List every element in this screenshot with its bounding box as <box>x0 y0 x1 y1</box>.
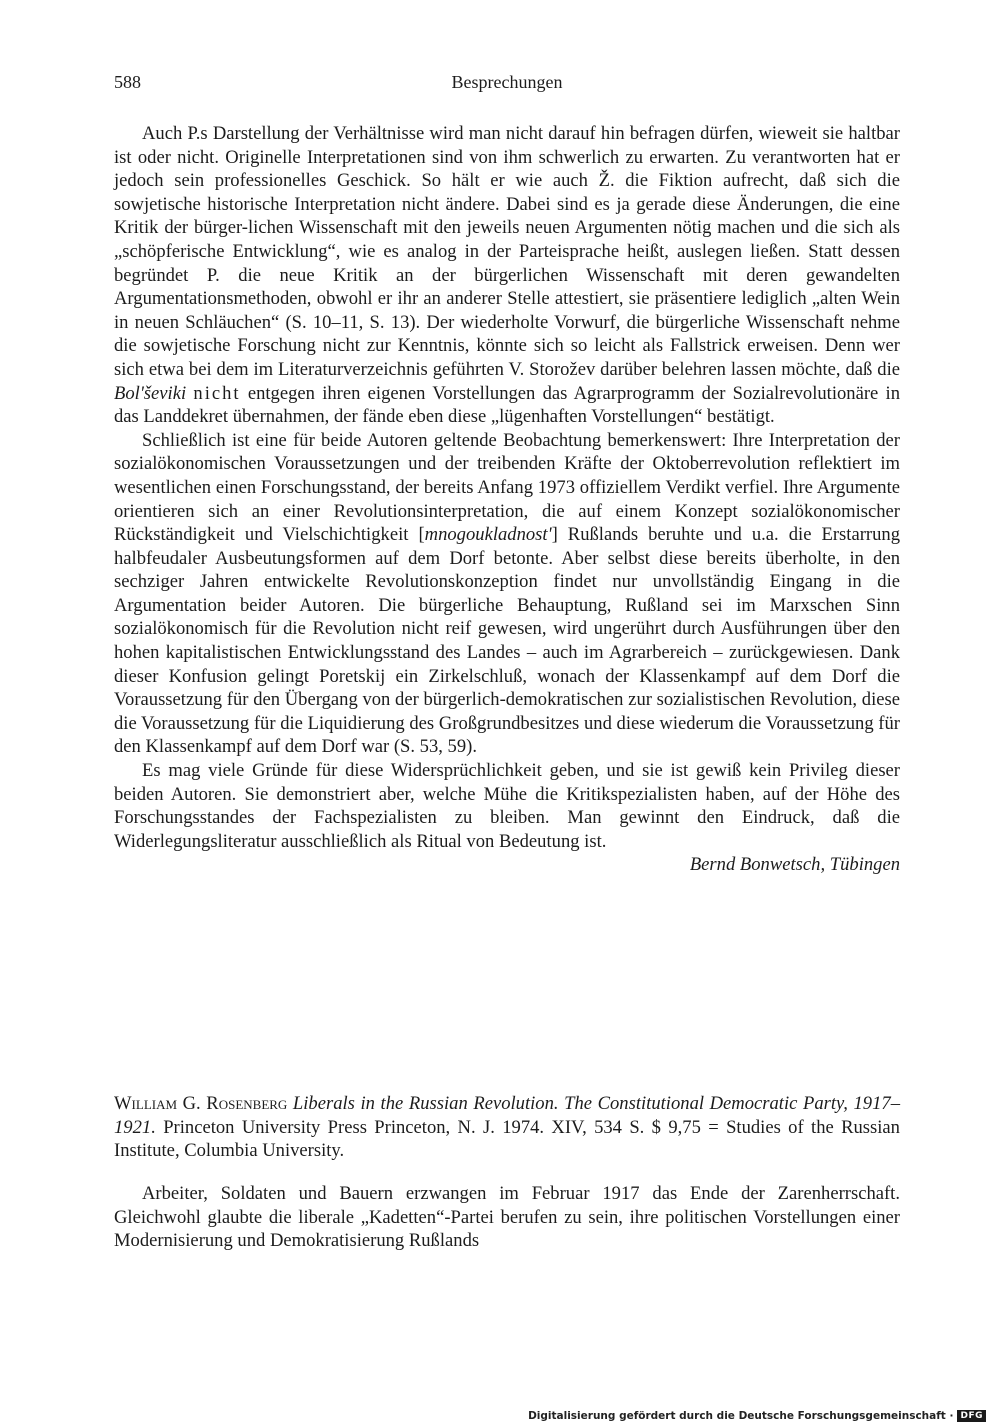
review-rosenberg <box>114 1182 900 1253</box>
book-title: Liberals in the Russian Revolution. The Constitutional Democratic Party, 1917–1921. <box>114 1093 900 1138</box>
paragraph-text: Schließlich ist eine für beide Autoren geltende Beobachtung bemerkenswert: Ihre Interpretation der sozialökonomischen Voraussetzungen und der treibenden Kräfte der Oktoberrevolution reflektiert im wesentlichen einen Forschungsstand, der bereits Anfang 1973 offiziellem Verdikt verfiel. Ihre Argumente orientieren sich an einer Revolutionsinterpretation, die auf einem Konzept sozialökonomischer Rückständigkeit und Vielschichtigkeit [ <box>114 429 900 546</box>
page-header <box>114 72 900 98</box>
footer-text: Digitalisierung gefördert durch die Deutsche Forschungsgemeinschaft · <box>528 1410 954 1422</box>
reviewer-signature: Bernd Bonwetsch, Tübingen <box>689 854 900 876</box>
book-citation <box>114 1092 900 1163</box>
paragraph-text: ] Rußlands beruhte und u.a. die Erstarrung halbfeudaler Ausbeutungsformen auf dem Dorf betonte. Aber selbst diese bereits überholte, in den sechziger Jahren entwickelte Revolutionskonzeption findet nur unvollständig Eingang in die Argumentation beider Autoren. Die bürgerliche Behauptung, Rußland sei im Marxschen Sinn sozialökonomisch für die Revolution nicht reif gewesen, wird ungerührt durch Ausführungen über den hohen kapitalistischen Entwicklungsstand des Landes – auch im Agrarbereich – zurückgewiesen. Dank dieser Konfusion gelingt Poretskij ein Zirkelschluß, wonach der Klassenkampf auf dem Dorf die Voraussetzung für den Übergang von der bürgerlich-demokratischen zur sozialistischen Revolution, diese die Voraussetzung für die Liquidierung des Großgrundbesitzes und diese wiederum die Voraussetzung für den Klassenkampf auf dem Dorf war (S. 53, 59). <box>114 524 900 758</box>
digitization-footer <box>528 1410 986 1422</box>
emphasized-word: nicht <box>193 382 241 404</box>
publication-details: Princeton University Press Princeton, N. J. 1974. XIV, 534 S. $ 9,75 = Studies of the Russian Institute, Columbia University. <box>114 1116 900 1162</box>
italic-term: Bol'ševiki <box>114 382 187 404</box>
paragraph-text: Auch P.s Darstellung der Verhältnisse wird man nicht darauf hin befragen dürfen, wieweit sie haltbar ist oder nicht. Originelle Interpretationen sind von ihm schwerlich zu erwarten. Zu verantworten hat er jedoch sein professionelles Geschick. So hält er wie auch Ž. die Fiktion aufrecht, daß sich die sowjetische historische Interpretation nicht ändere. Dabei sind es ja gerade diese Änderungen, die eine Kritik der bürger-lichen Wissenschaft mit den jeweils neuen Argumenten nötig machen und die sich als „schöpferische Entwicklung“, wie es analog in der Parteisprache heißt, auslegen ließen. Statt dessen begründet P. die neue Kritik an der bürgerlichen Wissenschaft mit deren gewandelten Argumentationsmethoden, obwohl er ihr an anderer Stelle attestiert, sie präsentiere lediglich „alten Wein in neuen Schläuchen“ (S. 10–11, S. 13). Der wiederholte Vorwurf, die bürgerliche Wissenschaft nehme die sowjetische Forschung nicht zur Kenntnis, könnte sich so leicht als Fallstrick erweisen. Denn wer sich etwa bei dem im Literaturverzeichnis geführten V. Storožev darüber belehren lassen möchte, daß die <box>114 123 900 380</box>
paragraph: Arbeiter, Soldaten und Bauern erzwangen im Februar 1917 das Ende der Zarenherrschaft. Gleichwohl glaubte die liberale „Kadetten“-Partei berufen zu sein, ihre politischen Vorstellungen einer Modernisierung und Demokratisierung Rußlands <box>114 1183 900 1252</box>
paragraph <box>114 429 900 759</box>
running-head: Besprechungen <box>451 72 563 92</box>
dfg-logo: DFG <box>957 1410 986 1422</box>
review-bonwetsch <box>114 122 900 877</box>
paragraph: Es mag viele Gründe für diese Widersprüchlichkeit geben, und sie ist gewiß kein Privileg dieser beiden Autoren. Sie demonstriert aber, welche Mühe die Kritikspezialisten haben, auf der Höhe des Forschungsstandes der Fachspezialisten zu bleiben. Man gewinnt den Eindruck, daß die Widerlegungsliteratur ausschließlich als Ritual von Bedeutung ist. <box>114 760 900 852</box>
italic-term: mnogoukladnost' <box>424 524 552 546</box>
paragraph <box>114 122 900 429</box>
paragraph-text: entgegen ihren eigenen Vorstellungen das Agrarprogramm der Sozialrevolutionäre in das Landdekret übernahmen, der fände eben diese „lügenhaften Vorstellungen“ bestätigt. <box>114 382 900 428</box>
book-author: William G. Rosenberg <box>114 1093 288 1114</box>
page-number: 588 <box>114 72 141 92</box>
